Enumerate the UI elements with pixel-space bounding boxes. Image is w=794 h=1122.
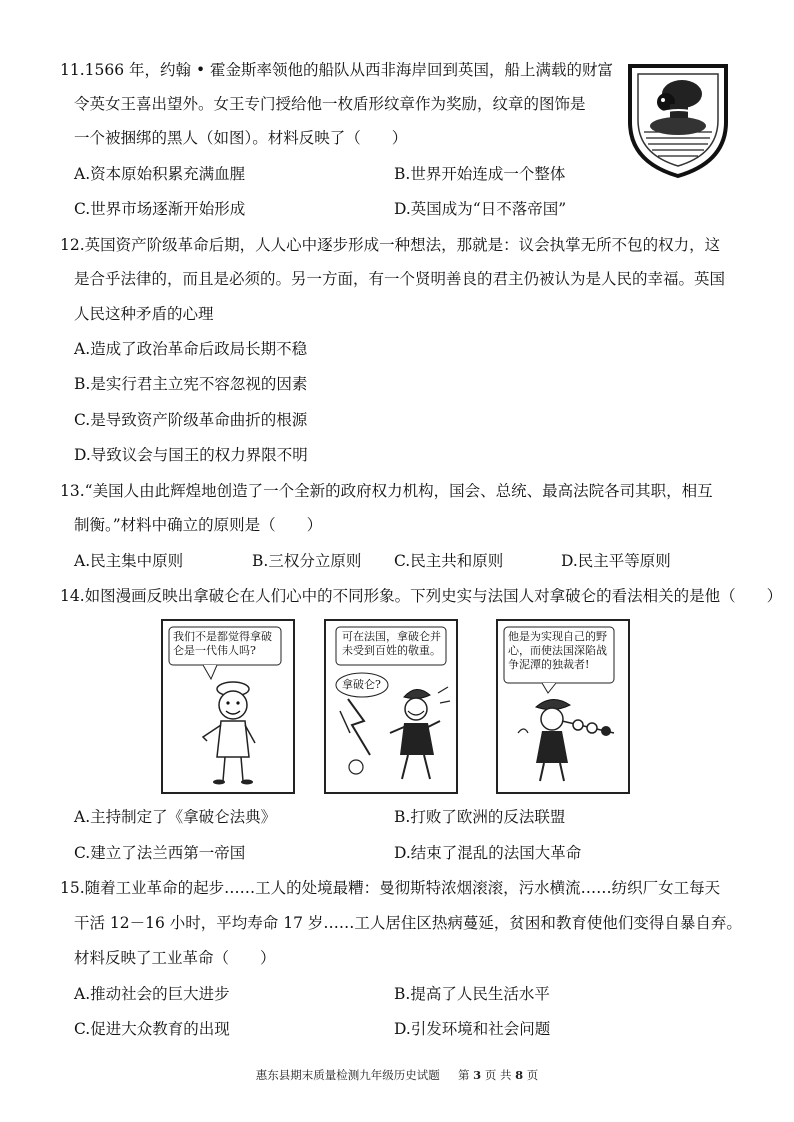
q11-line-3: 一个被捆绑的黑人（如图）。材料反映了（ ） <box>74 129 408 147</box>
cartoon-panel-1 <box>161 619 295 794</box>
footer-ye: 页 <box>484 1068 497 1082</box>
q14-option-a[interactable]: A.主持制定了《拿破仑法典》 <box>74 808 277 826</box>
cartoon-3-bubble: 他是为实现自己的野心，而使法国深陷战争泥潭的独裁者! <box>508 630 607 671</box>
q13-option-c[interactable]: C.民主共和原则 <box>394 552 504 570</box>
footer-di: 第 <box>457 1068 470 1082</box>
q14-option-c[interactable]: C.建立了法兰西第一帝国 <box>74 844 246 862</box>
q13-line-1: 13.“美国人由此辉煌地创造了一个全新的政府权力机构，国会、总统、最高法院各司其职，相互 <box>60 482 713 500</box>
footer-ye2: 页 <box>526 1068 539 1082</box>
cartoon-panel-3 <box>496 619 630 794</box>
q15-line-1: 15.随着工业革命的起步……工人的处境最糟：曼彻斯特浓烟滚滚，污水横流……纺织厂女工每天 <box>60 879 721 897</box>
q15-line-3: 材料反映了工业革命（ ） <box>74 949 276 967</box>
footer-exam-title: 惠东县期末质量检测九年级历史试题 <box>255 1068 440 1082</box>
q11-option-c[interactable]: C.世界市场逐渐开始形成 <box>74 200 246 218</box>
footer-gong: 共 <box>499 1068 512 1082</box>
q15-option-c[interactable]: C.促进大众教育的出现 <box>74 1020 230 1038</box>
q15-line-2: 干活 12－16 小时，平均寿命 17 岁……工人居住区热病蔓延，贫困和教育使他们变得自暴自弃。 <box>74 914 742 932</box>
q14-line-1: 14.如图漫画反映出拿破仑在人们心中的不同形象。下列史实与法国人对拿破仑的看法相关的是他（ ） <box>60 587 783 605</box>
q11-line-1: 11.1566 年，约翰 • 霍金斯率领他的船队从西非海岸回到英国，船上满载的财富 <box>60 61 614 79</box>
page-footer <box>0 1067 794 1083</box>
q12-option-c[interactable]: C.是导致资产阶级革命曲折的根源 <box>74 411 308 429</box>
cartoon-2-bubble: 可在法国，拿破仑并未受到百姓的敬重。 <box>342 630 441 657</box>
footer-page-number: 3 <box>473 1068 482 1082</box>
q14-option-d[interactable]: D.结束了混乱的法国大革命 <box>394 844 582 862</box>
q11-option-a[interactable]: A.资本原始积累充满血腥 <box>74 165 246 183</box>
coat-of-arms-image <box>626 62 730 180</box>
q12-line-1: 12.英国资产阶级革命后期，人人心中逐步形成一种想法，那就是：议会执掌无所不包的权力，这 <box>60 236 721 254</box>
q12-option-a[interactable]: A.造成了政治革命后政局长期不稳 <box>74 340 308 358</box>
cartoon-panel-2 <box>324 619 458 794</box>
q13-option-b[interactable]: B.三权分立原则 <box>252 552 362 570</box>
q13-option-a[interactable]: A.民主集中原则 <box>74 552 184 570</box>
q13-line-2: 制衡。”材料中确立的原则是（ ） <box>74 516 323 534</box>
q12-option-d[interactable]: D.导致议会与国王的权力界限不明 <box>74 446 308 464</box>
cartoon-1-bubble: 我们不是都觉得拿破仑是一代伟人吗? <box>173 630 272 657</box>
q14-option-b[interactable]: B.打败了欧洲的反法联盟 <box>394 808 566 826</box>
q15-option-b[interactable]: B.提高了人民生活水平 <box>394 985 550 1003</box>
q12-line-3: 人民这种矛盾的心理 <box>74 305 214 323</box>
q11-line-2: 令英女王喜出望外。女王专门授给他一枚盾形纹章作为奖励，纹章的图饰是 <box>74 95 586 113</box>
q12-option-b[interactable]: B.是实行君主立宪不容忽视的因素 <box>74 375 308 393</box>
footer-total-pages: 8 <box>515 1068 524 1082</box>
cartoon-2-shout: 拿破仑? <box>342 678 381 691</box>
q13-option-d[interactable]: D.民主平等原则 <box>561 552 671 570</box>
q12-line-2: 是合乎法律的，而且是必须的。另一方面，有一个贤明善良的君主仍被认为是人民的幸福。英国 <box>74 270 726 288</box>
q11-option-b[interactable]: B.世界开始连成一个整体 <box>394 165 566 183</box>
q15-option-a[interactable]: A.推动社会的巨大进步 <box>74 985 230 1003</box>
q15-option-d[interactable]: D.引发环境和社会问题 <box>394 1020 551 1038</box>
q11-option-d[interactable]: D.英国成为“日不落帝国” <box>394 200 567 218</box>
